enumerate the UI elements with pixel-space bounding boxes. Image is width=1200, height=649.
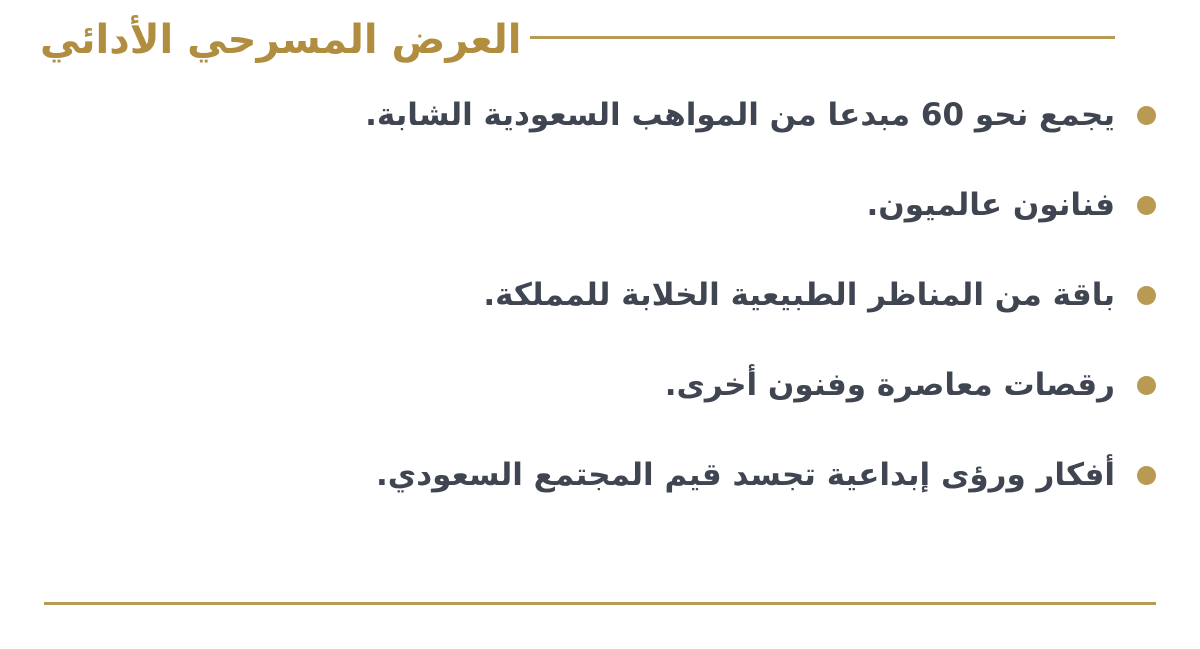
list-item (44, 452, 1156, 498)
bullet-dot-icon (1137, 286, 1156, 305)
page-title: العرض المسرحي الأدائي (40, 17, 522, 63)
footer-divider (44, 602, 1156, 605)
bullet-dot-icon (1137, 106, 1156, 125)
list-item-label: أفكار ورؤى إبداعية تجسد قيم المجتمع السعودي. (376, 456, 1115, 493)
list-item-label: يجمع نحو 60 مبدعا من المواهب السعودية الشابة. (365, 96, 1115, 133)
bullet-dot-icon (1137, 376, 1156, 395)
list-item (44, 362, 1156, 408)
bullet-dot-icon (1137, 196, 1156, 215)
slide-header (0, 0, 1200, 70)
list-item (44, 182, 1156, 228)
list-item (44, 92, 1156, 138)
list-item-label: رقصات معاصرة وفنون أخرى. (664, 366, 1115, 403)
bullet-list (0, 92, 1200, 498)
header-divider (530, 36, 1115, 39)
list-item-label: باقة من المناظر الطبيعية الخلابة للمملكة. (483, 276, 1115, 313)
list-item (44, 272, 1156, 318)
list-item-label: فنانون عالميون. (866, 186, 1115, 223)
bullet-dot-icon (1137, 466, 1156, 485)
